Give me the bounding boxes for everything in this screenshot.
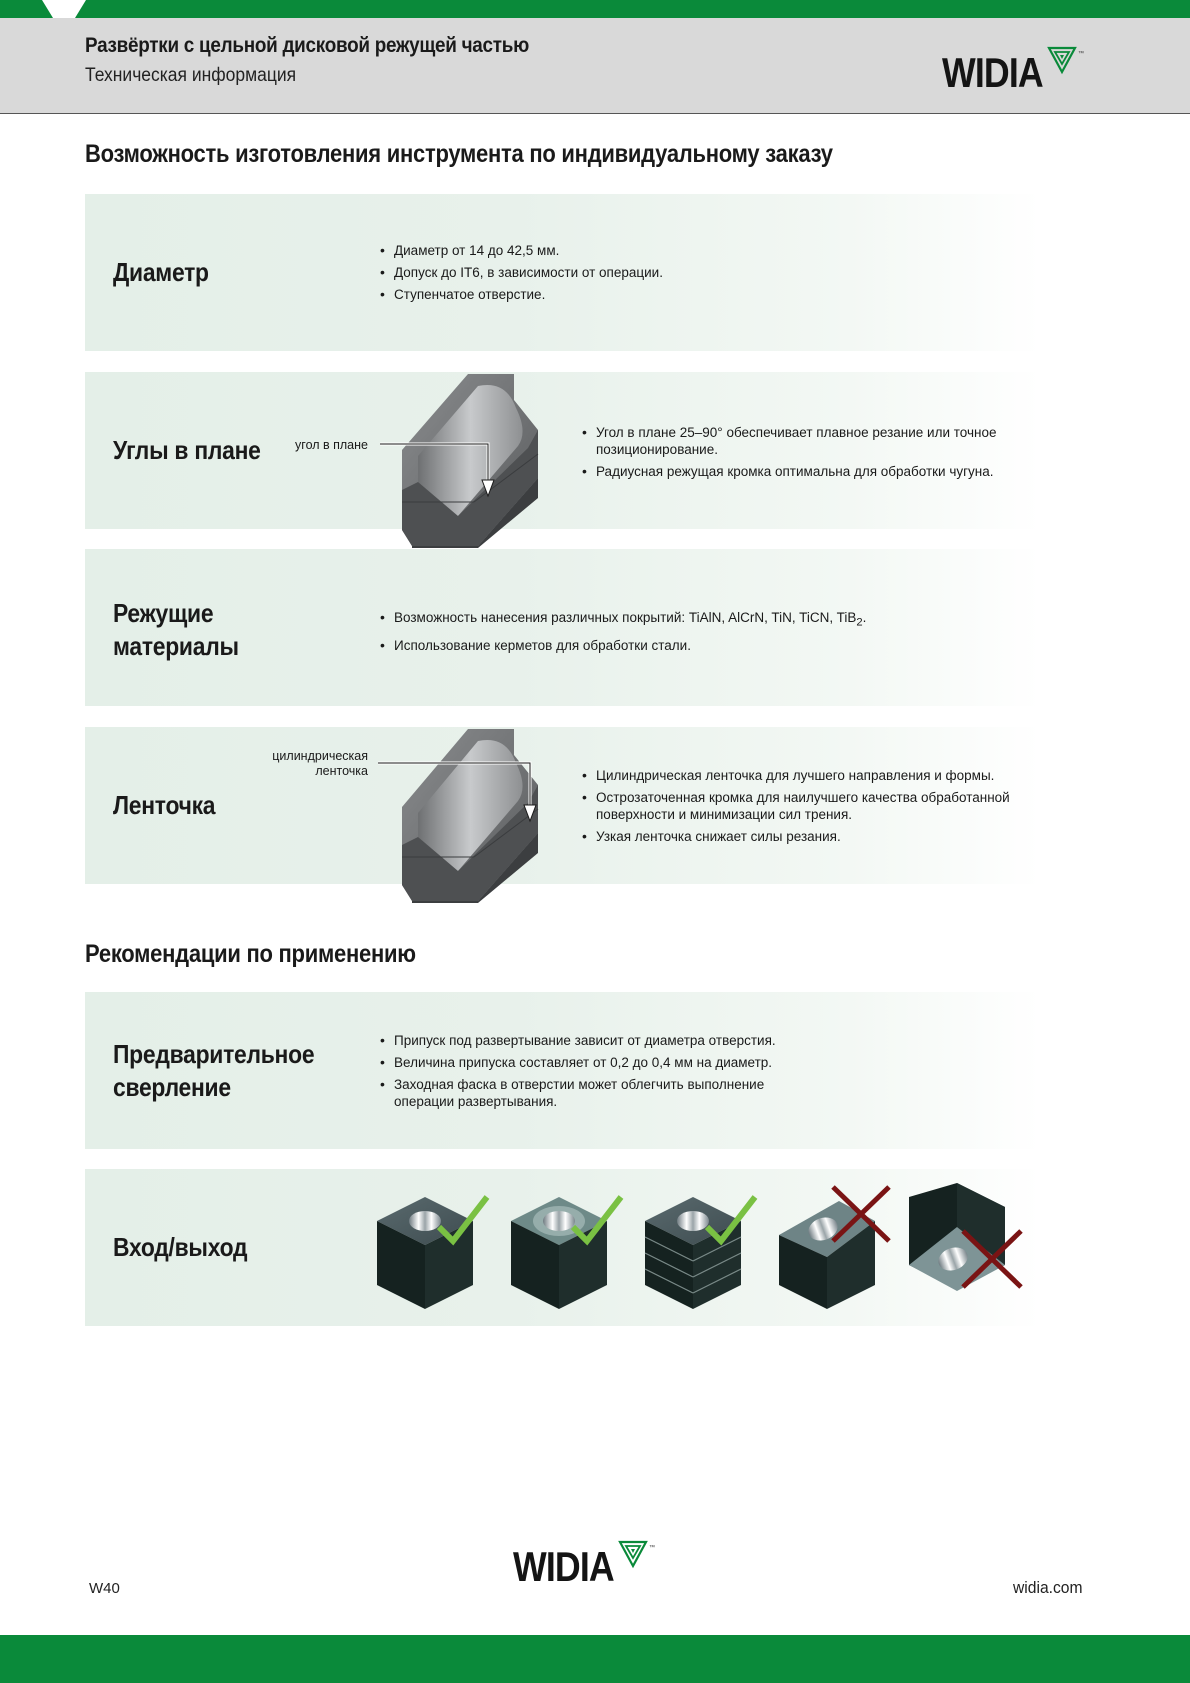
panel-label-diameter: Диаметр bbox=[113, 257, 209, 287]
cube-stacked-plates-ok bbox=[645, 1197, 755, 1309]
list-item: • Диаметр от 14 до 42,5 мм. bbox=[380, 242, 980, 259]
cube-inclined-exit-bad bbox=[909, 1183, 1021, 1291]
panel-entry-exit bbox=[85, 1169, 1040, 1326]
coating-text: Возможность нанесения различных покрытий: TiAlN, AlCrN, TiN, TiCN, TiB bbox=[394, 610, 857, 625]
list-item: • Угол в плане 25–90° обеспечивает плавное резание или точное позиционирование. bbox=[582, 424, 1012, 458]
list-item: • Радиусная режущая кромка оптимальна для обработки чугуна. bbox=[582, 463, 1012, 480]
bullet-list-predrill bbox=[380, 1032, 800, 1115]
logo-text: WIDIA bbox=[513, 1543, 614, 1590]
list-item: • Цилиндрическая ленточка для лучшего направления и формы. bbox=[582, 767, 1032, 784]
label-line: материалы bbox=[113, 631, 239, 661]
callout-margin bbox=[255, 749, 368, 779]
label-line: Предварительное bbox=[113, 1039, 315, 1069]
reamer-profile-angle-image bbox=[378, 370, 558, 548]
logo-text: WIDIA bbox=[942, 49, 1043, 96]
bullet-list-margin bbox=[582, 767, 1032, 850]
callout-line: ленточка bbox=[315, 764, 368, 778]
footer-url-link[interactable]: widia.com bbox=[1013, 1578, 1083, 1597]
widia-triangle-icon bbox=[618, 1540, 658, 1574]
list-item: • Заходная фаска в отверстии может облегчить выполнение операции развертывания. bbox=[380, 1076, 800, 1110]
panel-label-margin: Ленточка bbox=[113, 790, 216, 820]
cube-inclined-entry-bad bbox=[779, 1187, 889, 1309]
page-title: Развёртки с цельной дисковой режущей частью bbox=[85, 34, 529, 57]
entry-exit-illustrations bbox=[377, 1183, 1037, 1313]
period: . bbox=[862, 610, 867, 625]
panel-predrill bbox=[85, 992, 1040, 1149]
top-brand-bar bbox=[0, 0, 1190, 18]
page-number: W40 bbox=[89, 1580, 120, 1597]
panel-label-entry-exit: Вход/выход bbox=[113, 1232, 248, 1262]
list-item: • Допуск до IT6, в зависимости от операции. bbox=[380, 264, 980, 281]
widia-triangle-icon bbox=[1047, 46, 1087, 80]
panel-label-predrill bbox=[113, 1038, 314, 1104]
panel-diameter bbox=[85, 194, 1040, 351]
panel-label-angles: Углы в плане bbox=[113, 435, 261, 465]
svg-text:™: ™ bbox=[1077, 51, 1084, 57]
svg-text:™: ™ bbox=[648, 1545, 655, 1551]
callout-line: цилиндрическая bbox=[272, 749, 368, 763]
widia-logo-footer bbox=[513, 1543, 658, 1590]
subscript: 2 bbox=[856, 616, 863, 629]
list-item: • Использование керметов для обработки стали. bbox=[380, 637, 1000, 654]
list-item: • Припуск под развертывание зависит от диаметра отверстия. bbox=[380, 1032, 800, 1049]
list-item: • Узкая ленточка снижает силы резания. bbox=[582, 828, 1032, 845]
page-subtitle: Техническая информация bbox=[85, 65, 297, 86]
cube-concave-entry-ok bbox=[511, 1197, 621, 1309]
cube-flat-entry-ok bbox=[377, 1197, 487, 1309]
widia-logo-header bbox=[942, 49, 1087, 96]
section-heading-custom: Возможность изготовления инструмента по индивидуальному заказу bbox=[85, 140, 833, 168]
bullet-list-diameter bbox=[380, 242, 980, 308]
bullet-list-angles bbox=[582, 424, 1012, 485]
bottom-brand-bar bbox=[0, 1635, 1190, 1683]
panel-materials bbox=[85, 549, 1040, 706]
callout-angle: угол в плане bbox=[295, 438, 368, 452]
label-line: Режущие bbox=[113, 598, 214, 628]
bullet-list-materials bbox=[380, 609, 1000, 659]
panel-margin bbox=[85, 727, 1040, 884]
panel-angles bbox=[85, 372, 1040, 529]
list-item: • Величина припуска составляет от 0,2 до 0,4 мм на диаметр. bbox=[380, 1054, 800, 1071]
list-item: • Ступенчатое отверстие. bbox=[380, 286, 980, 303]
section-heading-recommendations: Рекомендации по применению bbox=[85, 940, 416, 968]
list-item bbox=[380, 609, 1000, 632]
label-line: сверление bbox=[113, 1072, 231, 1102]
list-item: • Острозаточенная кромка для наилучшего качества обработанной поверхности и минимизации сил трения. bbox=[582, 789, 1032, 823]
panel-label-materials bbox=[113, 597, 239, 663]
reamer-profile-margin-image bbox=[378, 727, 558, 905]
